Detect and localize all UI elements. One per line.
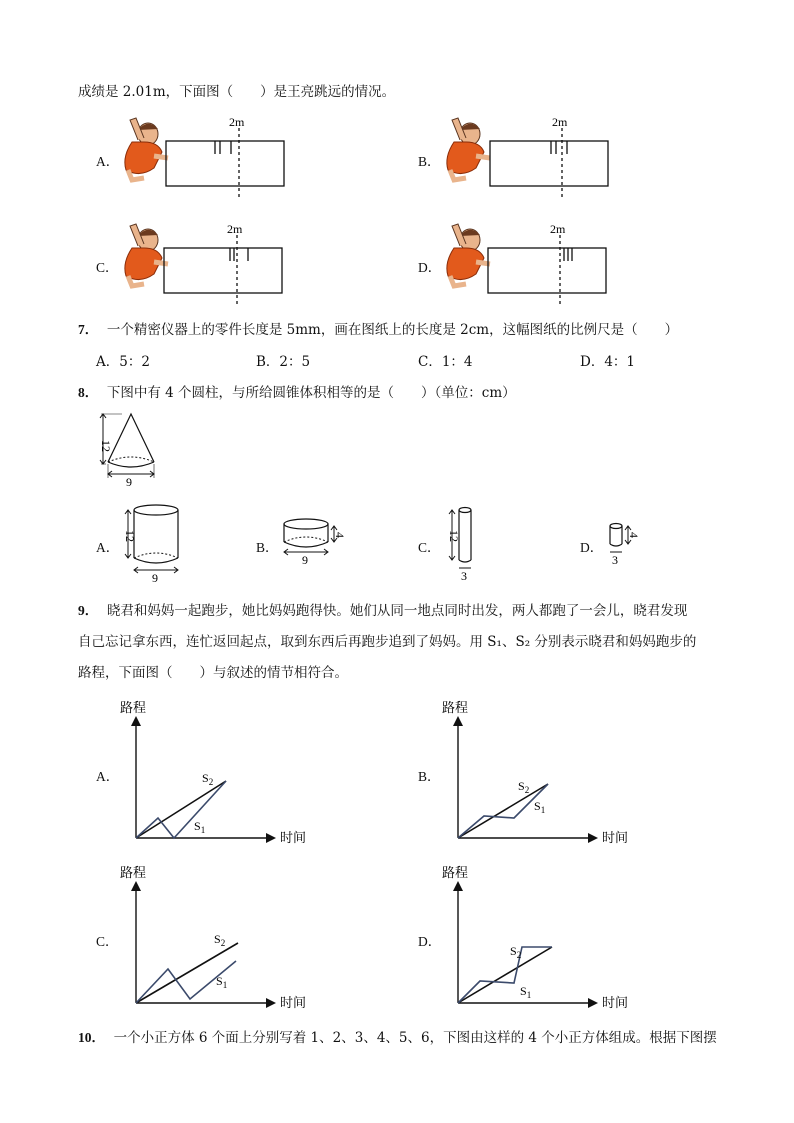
q9-number: 9． bbox=[78, 603, 99, 618]
q8-question bbox=[78, 383, 516, 403]
q9-graph-d bbox=[440, 863, 640, 1013]
q8-a-diameter: 9 bbox=[152, 571, 158, 585]
q6-option-b-figure bbox=[440, 112, 610, 204]
q7-option-d: D．4：1 bbox=[580, 354, 636, 370]
q9-option-a-label: A． bbox=[96, 769, 120, 784]
q6-option-a-figure bbox=[118, 112, 288, 204]
q10-question bbox=[78, 1028, 717, 1048]
q9-c-s1: $S_1$ bbox=[216, 974, 228, 990]
q6-option-d-figure bbox=[440, 218, 610, 310]
q9-c-s2: $S_2$ bbox=[214, 932, 226, 948]
q9-a-y-label: 路程 bbox=[120, 700, 147, 715]
q9-graph-b bbox=[440, 698, 640, 848]
q7-text: 一个精密仪器上的零件长度是 5mm，画在图纸上的长度是 2cm，这幅图纸的比例尺是（ ） bbox=[106, 322, 679, 338]
q9-a-s1: $S_1$ bbox=[194, 819, 206, 835]
child-jumper-icon bbox=[447, 118, 490, 180]
q7-option-a: A．5：2 bbox=[96, 354, 150, 370]
q8-cone-figure bbox=[92, 410, 172, 490]
q7-option-b: B．2：5 bbox=[256, 354, 311, 370]
child-jumper-icon bbox=[125, 118, 168, 180]
q8-b-diameter: 9 bbox=[302, 553, 308, 567]
q6-a-2m-label: 2m bbox=[229, 115, 245, 129]
q8-c-diameter: 3 bbox=[461, 569, 467, 583]
q7-number: 7． bbox=[78, 322, 99, 337]
q8-cylinder-c-figure bbox=[440, 502, 480, 582]
q8-cylinder-d-figure bbox=[600, 518, 660, 568]
q8-d-height: 4 bbox=[627, 532, 641, 538]
q9-d-y-label: 路程 bbox=[442, 865, 469, 880]
q8-c-height: 12 bbox=[447, 530, 461, 542]
q9-a-s2: $S_2$ bbox=[202, 771, 214, 787]
q8-cone-diameter: 9 bbox=[126, 475, 132, 489]
q10-text: 一个小正方体 6 个面上分别写着 1、2、3、4、5、6，下图由这样的 4 个小正方体组成。根据下图摆 bbox=[113, 1030, 717, 1046]
q9-text-1: 晓君和妈妈一起跑步，她比妈妈跑得快。她们从同一地点同时出发，两人都跑了一会儿，晓君发现 bbox=[106, 603, 688, 619]
q6-option-c-figure bbox=[118, 218, 288, 310]
q9-b-y-label: 路程 bbox=[442, 700, 469, 715]
q6-option-c-label: C． bbox=[96, 260, 119, 275]
child-jumper-icon bbox=[447, 224, 490, 286]
q9-b-s2: $S_2$ bbox=[518, 779, 530, 795]
q6-d-2m-label: 2m bbox=[550, 222, 566, 236]
q6-option-d-label: D． bbox=[418, 260, 442, 275]
q8-option-b-label: B． bbox=[256, 540, 279, 555]
q9-text-2: 自己忘记拿东西，连忙返回起点，取到东西后再跑步追到了妈妈。用 S₁、S₂ 分别表示晓君和妈妈跑步的 bbox=[78, 634, 697, 650]
q7-question bbox=[78, 320, 678, 340]
q8-cylinder-a-figure bbox=[116, 500, 196, 585]
q9-d-s2: $S_2$ bbox=[510, 944, 522, 960]
q6-b-2m-label: 2m bbox=[552, 115, 568, 129]
q9-option-b-label: B． bbox=[418, 769, 441, 784]
q8-cylinder-b-figure bbox=[276, 514, 366, 574]
q9-b-x-label: 时间 bbox=[602, 830, 629, 845]
q9-graph-a bbox=[118, 698, 318, 848]
q9-d-x-label: 时间 bbox=[602, 995, 629, 1010]
q9-a-x-label: 时间 bbox=[280, 830, 307, 845]
q6-c-2m-label: 2m bbox=[227, 222, 243, 236]
q6-option-a-label: A． bbox=[96, 154, 120, 169]
q6-text: 成绩是 2.01m，下面图（ ）是王亮跳远的情况。 bbox=[78, 84, 396, 100]
q7-option-c: C．1：4 bbox=[418, 354, 473, 370]
q9-option-c-label: C． bbox=[96, 934, 119, 949]
q10-number: 10． bbox=[78, 1030, 105, 1045]
q8-option-d-label: D． bbox=[580, 540, 604, 555]
q9-option-d-label: D． bbox=[418, 934, 442, 949]
q9-question-line1 bbox=[78, 601, 687, 621]
q9-c-y-label: 路程 bbox=[120, 865, 147, 880]
q8-number: 8． bbox=[78, 385, 99, 400]
q8-a-height: 12 bbox=[123, 530, 137, 542]
q9-c-x-label: 时间 bbox=[280, 995, 307, 1010]
q9-b-s1: $S_1$ bbox=[534, 799, 546, 815]
child-jumper-icon bbox=[125, 224, 168, 286]
q8-option-c-label: C． bbox=[418, 540, 441, 555]
q9-d-s1: $S_1$ bbox=[520, 984, 532, 1000]
q9-graph-c bbox=[118, 863, 318, 1013]
q8-b-height: 4 bbox=[333, 532, 347, 538]
q8-option-a-label: A． bbox=[96, 540, 120, 555]
q8-cone-height: 12 bbox=[99, 440, 113, 452]
q8-text: 下图中有 4 个圆柱，与所给圆锥体积相等的是（ ）（单位：cm） bbox=[106, 385, 516, 401]
q8-d-diameter: 3 bbox=[612, 553, 618, 567]
q9-text-3: 路程，下面图（ ）与叙述的情节相符合。 bbox=[78, 665, 348, 681]
q6-option-b-label: B． bbox=[418, 154, 441, 169]
